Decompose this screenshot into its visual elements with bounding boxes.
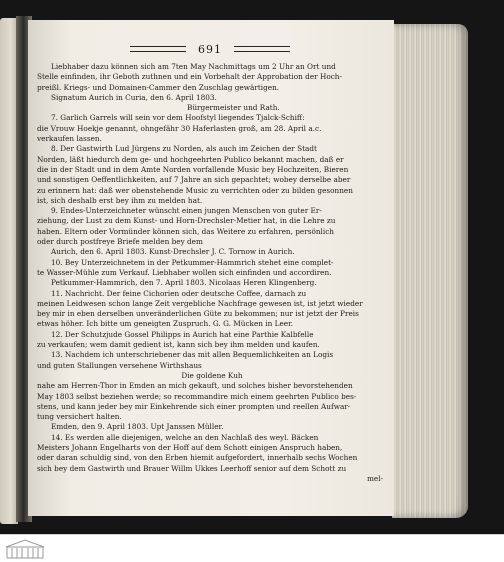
text-line: May 1803 selbst beziehen werde; so recommandire mich einem geehrten Publico bes- [37, 391, 357, 401]
text-line: Die goldene Kuh [181, 370, 243, 380]
text-line: Norden, läßt hiedurch dem ge- und hochgeehrten Publico bekannt machen, daß er [37, 154, 344, 164]
footer-strip [0, 534, 504, 562]
text-line: oder daran schuldig sind, von den Erben hiemit aufgefordert, innerhalb sechs Wochen [37, 453, 358, 463]
text-line: tung versichert halten. [37, 412, 122, 422]
text-line: stens, und kann jeder bey mir Einkehrende sich einer prompten und reellen Aufwar- [37, 401, 351, 411]
text-line: mel- [366, 473, 383, 483]
text-line: sich bey dem Gastwirth und Brauer Willm Ukkes Leerhoff senior auf dem Schott zu [37, 463, 347, 473]
text-line: etwas höher. Ich bitte um geneigten Zuspruch. G. G. Mücken in Leer. [37, 319, 294, 329]
text-line: 11. Nachricht. Der feine Cichorien oder deutsche Coffee, darnach zu [51, 288, 307, 298]
text-line: bey mir in eben derselben unveränderlichen Güte zu bekommen; nur ist jetzt der Preis [37, 309, 359, 319]
text-line: 7. Garlich Garrels will sein vor dem Hoofstyl liegendes Tjalck-Schiff: [51, 113, 305, 123]
page-header [85, 42, 335, 56]
text-line: zu erinnern hat: daß wer obenstehende Music zu verrichten oder zu bilden gesonnen [37, 185, 353, 195]
text-line: die in der Stadt und in dem Amte Norden vorfallende Music bey Hochzeiten, Bieren [37, 164, 349, 174]
text-line: Stelle einfinden, ihr Geboth zuthnen und ein Vorbehalt der Approbation der Hoch- [37, 72, 342, 82]
library-building-icon [4, 538, 46, 560]
text-line: 14. Es werden alle diejenigen, welche an den Nachlaß des weyl. Bäcken [51, 432, 319, 442]
page-text [37, 62, 387, 484]
text-line: oder durch postfreye Briefe melden bey dem [37, 237, 203, 247]
text-line: und sonstigen Oeffentlichkeiten, auf 7 Jahre an sich gepachtet; wobey derselbe aber [37, 175, 351, 185]
text-line: 8. Der Gastwirth Lud Jürgens zu Norden, als auch im Zeichen der Stadt [51, 144, 317, 154]
text-line: Petkummer-Hammrich, den 7. April 1803. Nicolaas Heren Klingenberg. [51, 278, 317, 288]
text-line: preißl. Kriegs- und Domainen-Cammer den Zuschlag gewärtigen. [37, 82, 280, 92]
text-line: ziehung, der Lust zu dem Kunst- und Horn-Drechsler-Metier hat, in die Lehre zu [37, 216, 336, 226]
text-line: 10. Bey Unterzeichnetem in der Petkummer-Hammrich stehet eine complet- [51, 257, 334, 267]
text-line: die Vrouw Hoekje genannt, ohngefähr 30 Haferlasten groß, am 28. April a.c. [37, 123, 322, 133]
text-line: Meisters Johann Engelharts von der Hoff auf dem Schott einigen Anspruch haben, [37, 442, 343, 452]
text-line: Bürgermeister und Rath. [187, 103, 280, 113]
text-line: verkaufen lassen. [37, 134, 102, 144]
text-line: Emden, den 9. April 1803. Upt Janssen Müller. [51, 422, 224, 432]
text-line: Signatum Aurich in Curia, den 6. April 1803. [51, 92, 217, 102]
text-line: ist, sich deshalb erst bey ihm zu melden hat. [37, 195, 203, 205]
text-line: Aurich, den 6. April 1803. Kunst-Drechsler J. C. Tornow in Aurich. [51, 247, 295, 257]
text-line: 13. Nachdem ich unterschriebener das mit allen Bequemlichkeiten an Logis [51, 350, 334, 360]
page-number: 691 [198, 42, 222, 56]
text-line: 9. Endes-Unterzeichneter wünscht einen jungen Menschen von guter Er- [51, 206, 322, 216]
text-line: haben. Eltern oder Vormünder können sich, das Weitere zu erfahren, persönlich [37, 226, 334, 236]
text-line: Liebhaber dazu können sich am 7ten May Nachmittags um 2 Uhr an Ort und [51, 62, 336, 71]
page-block-edges [392, 24, 468, 518]
text-line: meinen Leidwesen schon lange Zeit vergebliche Nachfrage gewesen ist, ist jetzt wieder [37, 298, 363, 308]
text-line: zu verkaufen; wem damit gedient ist, kann sich bey ihm melden und kaufen. [37, 340, 320, 350]
header-rule-right [234, 46, 290, 52]
text-line: und guten Stallungen versehene Wirthshaus [37, 360, 202, 370]
header-rule-left [130, 46, 186, 52]
text-line: 12. Der Schutzjude Gossel Philipps in Aurich hat eine Parthie Kalbfelle [51, 329, 314, 339]
text-line: nahe am Herren-Thor in Emden an mich gekauft, und solches bisher bevorstehenden [37, 381, 353, 391]
text-line: te Wasser-Mühle zum Verkauf. Liebhaber wollen sich einfinden und accordiren. [37, 267, 332, 277]
